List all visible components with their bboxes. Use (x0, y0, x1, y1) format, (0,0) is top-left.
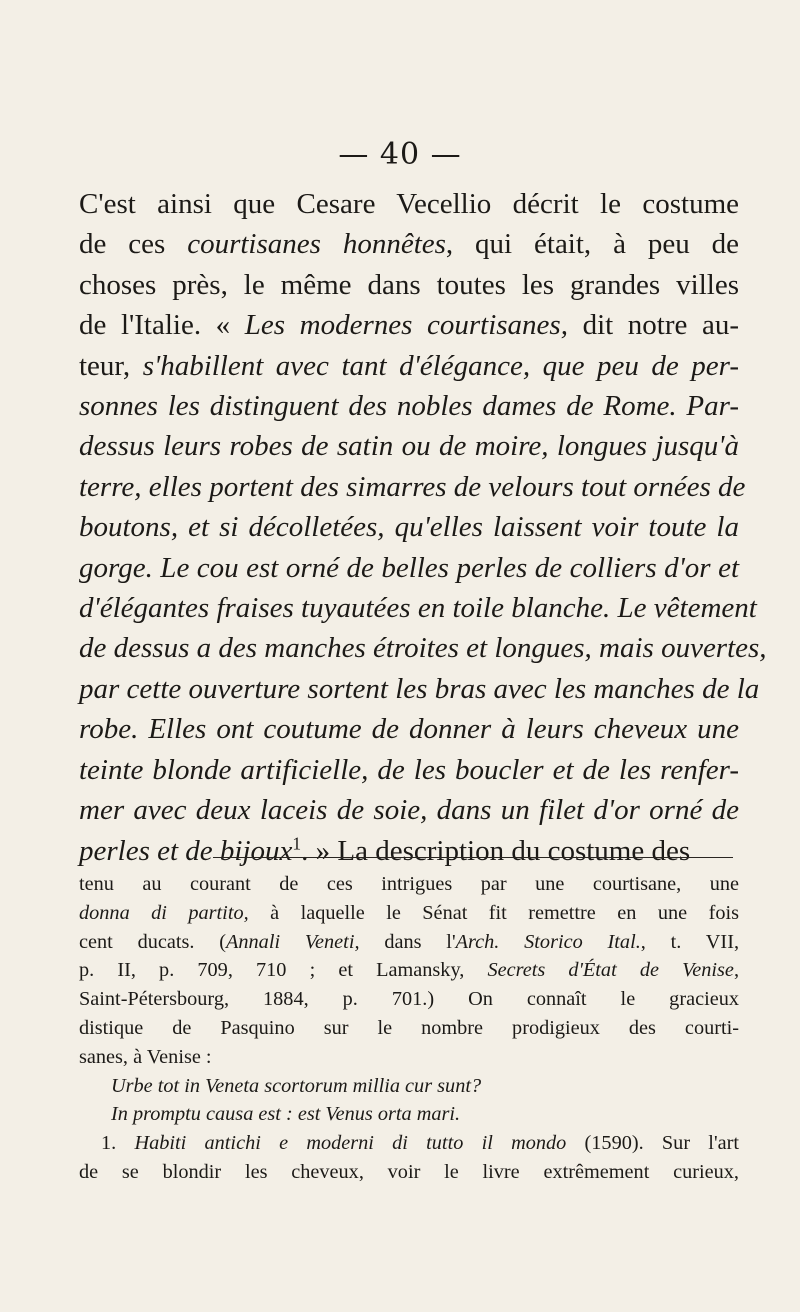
text-run: distique de Pasquino sur le nombre prodigieux des courti- (79, 1016, 739, 1039)
verse-line (79, 1072, 739, 1101)
text-run: teur, (79, 349, 143, 382)
text-run: donna di partito, (79, 901, 249, 924)
footnote-1 (79, 1129, 739, 1158)
text-line (79, 628, 767, 668)
verse-line (79, 1100, 739, 1129)
text-line (79, 709, 739, 749)
text-run: C'est ainsi que Cesare Vecellio décrit le costume (79, 188, 739, 220)
text-line (79, 750, 739, 790)
text-run: d'élégantes fraises tuyautées en toile blanche. Le vêtement (79, 592, 757, 625)
text-run: teinte blonde artificielle, de les boucler et de les renfer- (79, 753, 739, 786)
text-run: (1590). Sur l'art (566, 1132, 739, 1155)
footnote-line (79, 870, 739, 899)
text-run: . » La description du costume des (301, 834, 691, 867)
text-run: Urbe tot in Veneta scortorum millia cur sunt? (111, 1074, 482, 1097)
text-run: Annali Veneti, (226, 930, 360, 953)
text-line (79, 669, 760, 709)
text-line (79, 588, 757, 628)
text-run: de se blondir les cheveux, voir le livre extrêmement curieux, (79, 1160, 739, 1183)
text-run: 1. (101, 1132, 135, 1155)
text-run: à laquelle le Sénat fit remettre en une fois (248, 901, 739, 924)
text-run: de ces (79, 228, 188, 261)
footnote-line (79, 956, 739, 985)
footnote-line (79, 928, 739, 957)
text-run: terre, elles portent des simarres de velours tout ornées de (79, 470, 746, 503)
text-run: Saint-Pétersbourg, 1884, p. 701.) On connaît le gracieux (79, 988, 739, 1011)
text-line (79, 184, 739, 224)
text-run: s'habillent avec tant d'élégance, que peu de per- (142, 349, 739, 382)
text-run: Les modernes courtisanes, (244, 309, 568, 342)
text-run: perles et de bijoux (79, 834, 293, 867)
text-run: courtisanes honnêtes (187, 228, 446, 261)
footnote-separator (213, 857, 733, 858)
footnote-line (79, 985, 739, 1014)
text-line (79, 346, 739, 386)
text-run: sonnes les distinguent des nobles dames de Rome. Par- (79, 390, 739, 423)
text-run: boutons, et si décolletées, qu'elles laissent voir toute la (79, 511, 739, 544)
footnote-line (79, 899, 739, 928)
text-run: dessus leurs robes de satin ou de moire, longues jusqu'à (79, 430, 739, 463)
main-paragraph (79, 184, 767, 871)
footnotes (79, 870, 739, 1187)
text-line (79, 790, 739, 830)
footnote-line (79, 1014, 739, 1043)
text-run: de l'Italie. « (79, 309, 245, 342)
text-run: par cette ouverture sortent les bras avec les manches de la (79, 672, 760, 705)
text-line (79, 265, 739, 305)
text-line (79, 548, 739, 588)
text-line (79, 305, 739, 345)
text-run: de dessus a des manches étroites et longues, mais ouvertes, (79, 632, 767, 665)
text-line (79, 831, 739, 871)
text-run: , t. VII, (640, 930, 740, 953)
text-run: cent ducats. ( (79, 930, 227, 953)
text-run: robe. Elles ont coutume de donner à leurs cheveux une (79, 713, 739, 746)
text-run: Secrets d'État de Venise (487, 959, 734, 982)
text-run: In promptu causa est : est Venus orta mari. (111, 1103, 461, 1126)
text-run: dans l' (359, 930, 456, 953)
text-run: dit notre au- (567, 309, 739, 342)
text-run: , (733, 959, 740, 982)
text-line (79, 507, 739, 547)
text-run: gorge. Le cou est orné de belles perles de colliers d'or et (79, 551, 739, 584)
text-line (79, 467, 746, 507)
text-run: sanes, à Venise : (79, 1045, 212, 1068)
text-run: Habiti antichi e moderni di tutto il mondo (134, 1132, 567, 1155)
text-line (79, 426, 739, 466)
footnote-ref[interactable]: 1 (292, 832, 302, 853)
text-run: p. II, p. 709, 710 ; et Lamansky, (79, 959, 488, 982)
text-run: , qui était, à peu de (445, 228, 739, 261)
footnote-line (79, 1043, 739, 1072)
footnote-line (79, 1158, 739, 1187)
page-number: — 40 — (338, 137, 462, 172)
text-run: tenu au courant de ces intrigues par une courtisane, une (79, 873, 739, 895)
text-run: mer avec deux laceis de soie, dans un filet d'or orné de (79, 794, 739, 827)
text-run: Arch. Storico Ital. (455, 930, 641, 953)
text-run: choses près, le même dans toutes les grandes villes (79, 268, 739, 301)
text-line (79, 224, 739, 264)
text-line (79, 386, 739, 426)
